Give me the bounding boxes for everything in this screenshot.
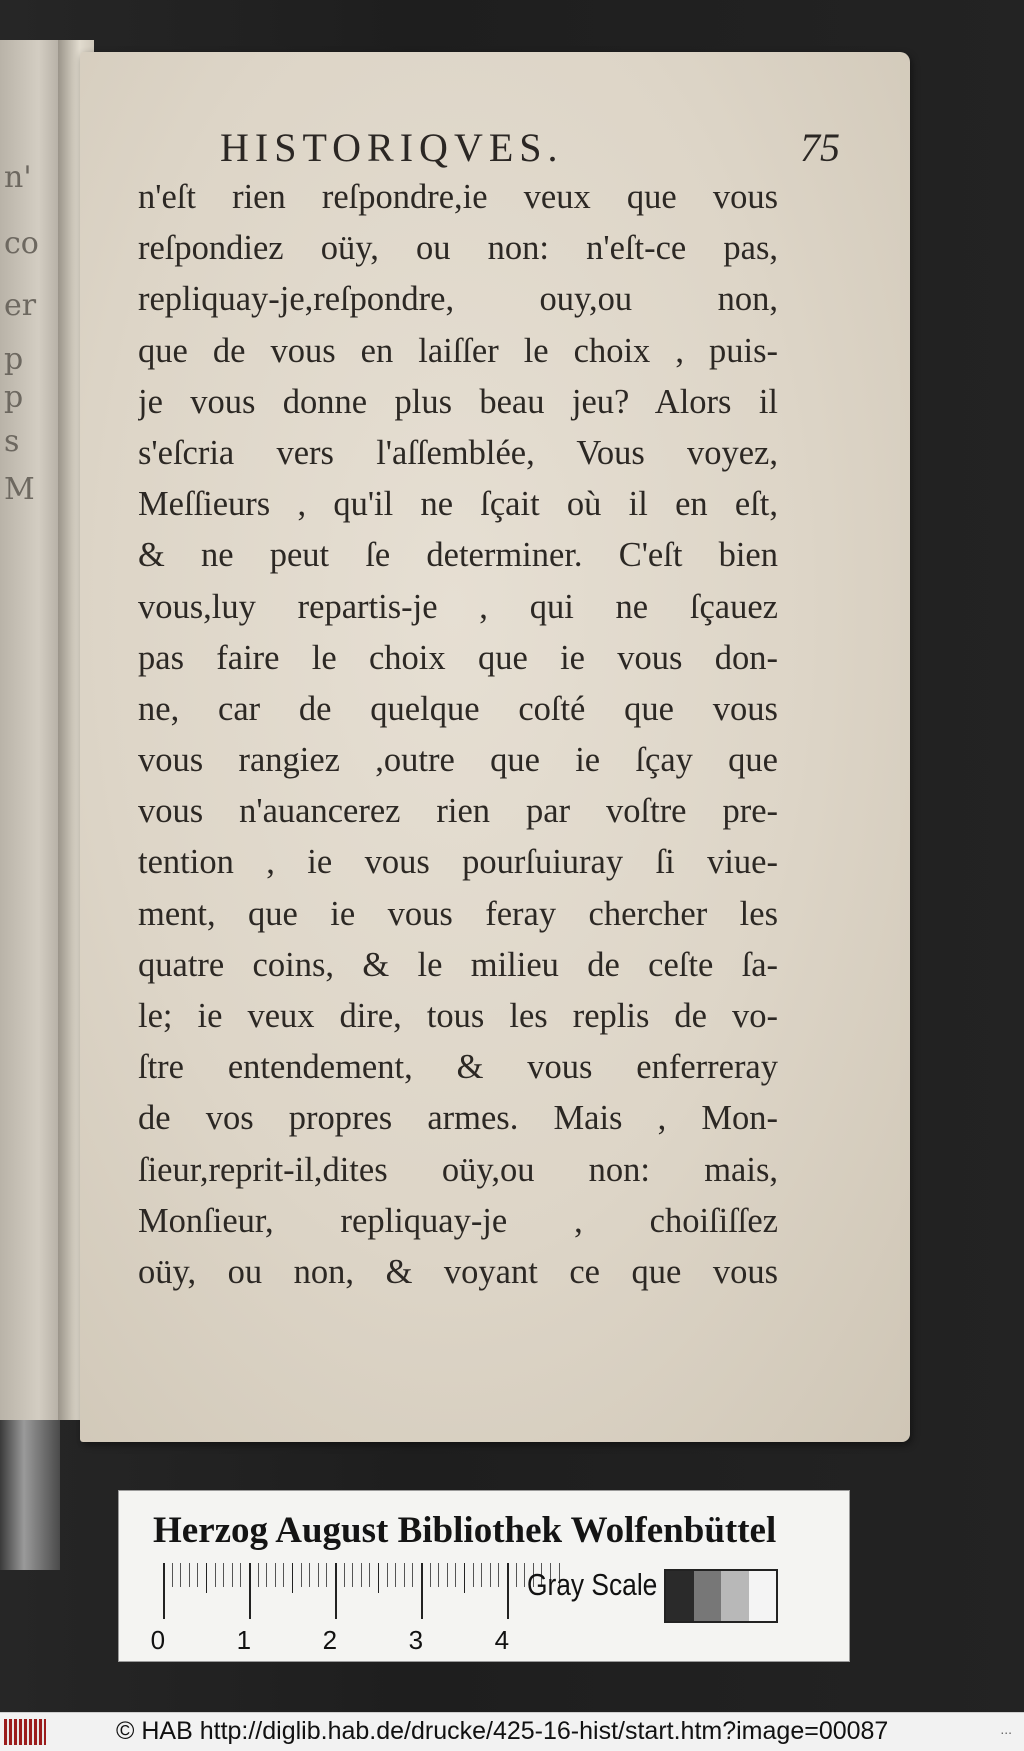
ruler-tick (430, 1563, 431, 1587)
ruler-tick (215, 1563, 216, 1587)
ruler-tick (223, 1563, 224, 1587)
color-calibration-card (118, 1490, 850, 1662)
ruler-tick (395, 1563, 396, 1587)
ruler-tick (455, 1563, 456, 1587)
text-line: que de vous en laiſſer le choix , puis- (138, 331, 778, 370)
book-edge (0, 1420, 60, 1570)
ruler-tick (404, 1563, 405, 1587)
gray-scale-label: Gray Scale (527, 1567, 658, 1602)
text-line: pas faire le choix que ie vous don- (138, 638, 778, 677)
more-icon[interactable]: ... (1000, 1721, 1012, 1737)
facing-page-fragment: s (4, 424, 20, 459)
ruler-tick (249, 1563, 251, 1619)
ruler-tick (240, 1563, 241, 1587)
ruler-tick (524, 1563, 525, 1587)
text-line: quatre coins, & le milieu de ceſte ſa- (138, 945, 778, 984)
ruler-tick (180, 1563, 181, 1587)
ruler-tick (163, 1563, 165, 1619)
ruler-tick (464, 1563, 465, 1593)
ruler-tick (335, 1563, 337, 1619)
gray-swatch (721, 1571, 749, 1621)
text-line: ne, car de quelque coſté que vous (138, 689, 778, 728)
text-line: vous rangiez ,outre que ie ſçay que (138, 741, 778, 780)
book-page (80, 52, 910, 1442)
text-line: ment, que ie vous feray chercher les (138, 894, 778, 933)
copyright-url[interactable]: © HAB http://diglib.hab.de/drucke/425-16-hist/start.htm?image=00087 (116, 1717, 889, 1745)
ruler-tick (378, 1563, 379, 1593)
text-line: n'eſt rien reſpondre,ie veux que vous (138, 178, 778, 216)
ruler-tick (232, 1563, 233, 1587)
ruler-tick (197, 1563, 198, 1587)
facing-page-fragment: n' (4, 160, 32, 195)
scale-number: 1 (236, 1625, 252, 1655)
footer-bar (0, 1712, 1024, 1751)
scale-number: 4 (494, 1625, 510, 1655)
text-line: ſieur,reprit-il,dites oüy,ou non: mais, (138, 1150, 778, 1189)
ruler-tick (447, 1563, 448, 1587)
text-line: & ne peut ſe determiner. C'eſt bien (138, 536, 778, 575)
running-head-title: HISTORIQVES. (220, 125, 564, 170)
gray-scale-swatches (664, 1569, 778, 1623)
text-line: de vos propres armes. Mais , Mon- (138, 1099, 778, 1138)
ruler-tick (309, 1563, 310, 1587)
facing-page-fragment: p (4, 342, 24, 377)
ruler-tick (266, 1563, 267, 1587)
ruler-tick (318, 1563, 319, 1587)
ruler-tick (498, 1563, 499, 1587)
text-line: Meſſieurs , qu'il ne ſçait où il en eſt, (138, 485, 778, 524)
library-name: Herzog August Bibliothek Wolfenbüttel (153, 1510, 777, 1551)
ruler-tick (258, 1563, 259, 1587)
facing-page-fragment: co (4, 226, 39, 261)
ruler-tick (438, 1563, 439, 1587)
text-line: le; ie veux dire, tous les replis de vo- (138, 997, 778, 1035)
ruler-tick (507, 1563, 509, 1619)
hab-logo-icon (4, 1719, 46, 1745)
ruler-tick (326, 1563, 327, 1587)
text-line: tention , ie vous pourſuiuray ſi viue- (138, 843, 778, 882)
gray-swatch (749, 1571, 777, 1621)
scale-number: 3 (408, 1625, 424, 1655)
text-line: Monſieur, repliquay-je , choiſiſſez (138, 1201, 778, 1240)
ruler-tick (516, 1563, 517, 1587)
ruler-tick (369, 1563, 370, 1587)
gray-swatch (666, 1571, 694, 1621)
text-line: je vous donne plus beau jeu? Alors il (138, 382, 778, 421)
scale-number: 0 (150, 1625, 166, 1655)
gray-swatch (694, 1571, 722, 1621)
scale-number: 2 (322, 1625, 338, 1655)
ruler-tick (490, 1563, 491, 1587)
ruler-tick (473, 1563, 474, 1587)
ruler-tick (412, 1563, 413, 1587)
facing-page-fragment: M (4, 472, 35, 507)
ruler-tick (172, 1563, 173, 1587)
ruler-tick (301, 1563, 302, 1587)
ruler-tick (421, 1563, 423, 1619)
text-line: vous,luy repartis-je , qui ne ſçauez (138, 587, 778, 626)
text-line: reſpondiez oüy, ou non: n'eſt-ce pas, (138, 229, 778, 268)
page-number: 75 (800, 125, 840, 170)
text-line: repliquay-je,reſpondre, ouy,ou non, (138, 280, 778, 319)
text-line: oüy, ou non, & voyant ce que vous (138, 1252, 778, 1291)
ruler-tick (344, 1563, 345, 1587)
text-line: vous n'auancerez rien par voſtre pre- (138, 792, 778, 831)
ruler-tick (275, 1563, 276, 1587)
body-text (138, 172, 778, 1298)
ruler-tick (189, 1563, 190, 1587)
ruler-tick (292, 1563, 293, 1593)
running-head (220, 124, 840, 172)
ruler-tick (283, 1563, 284, 1587)
facing-page-fragment: p (4, 380, 24, 415)
ruler-tick (352, 1563, 353, 1587)
facing-page-fragment: er (4, 288, 37, 323)
text-line: ſtre entendement, & vous enferreray (138, 1048, 778, 1087)
ruler-tick (361, 1563, 362, 1587)
ruler-tick (481, 1563, 482, 1587)
ruler-tick (206, 1563, 207, 1593)
ruler-tick (387, 1563, 388, 1587)
text-line: s'eſcria vers l'aſſemblée, Vous voyez, (138, 433, 778, 472)
